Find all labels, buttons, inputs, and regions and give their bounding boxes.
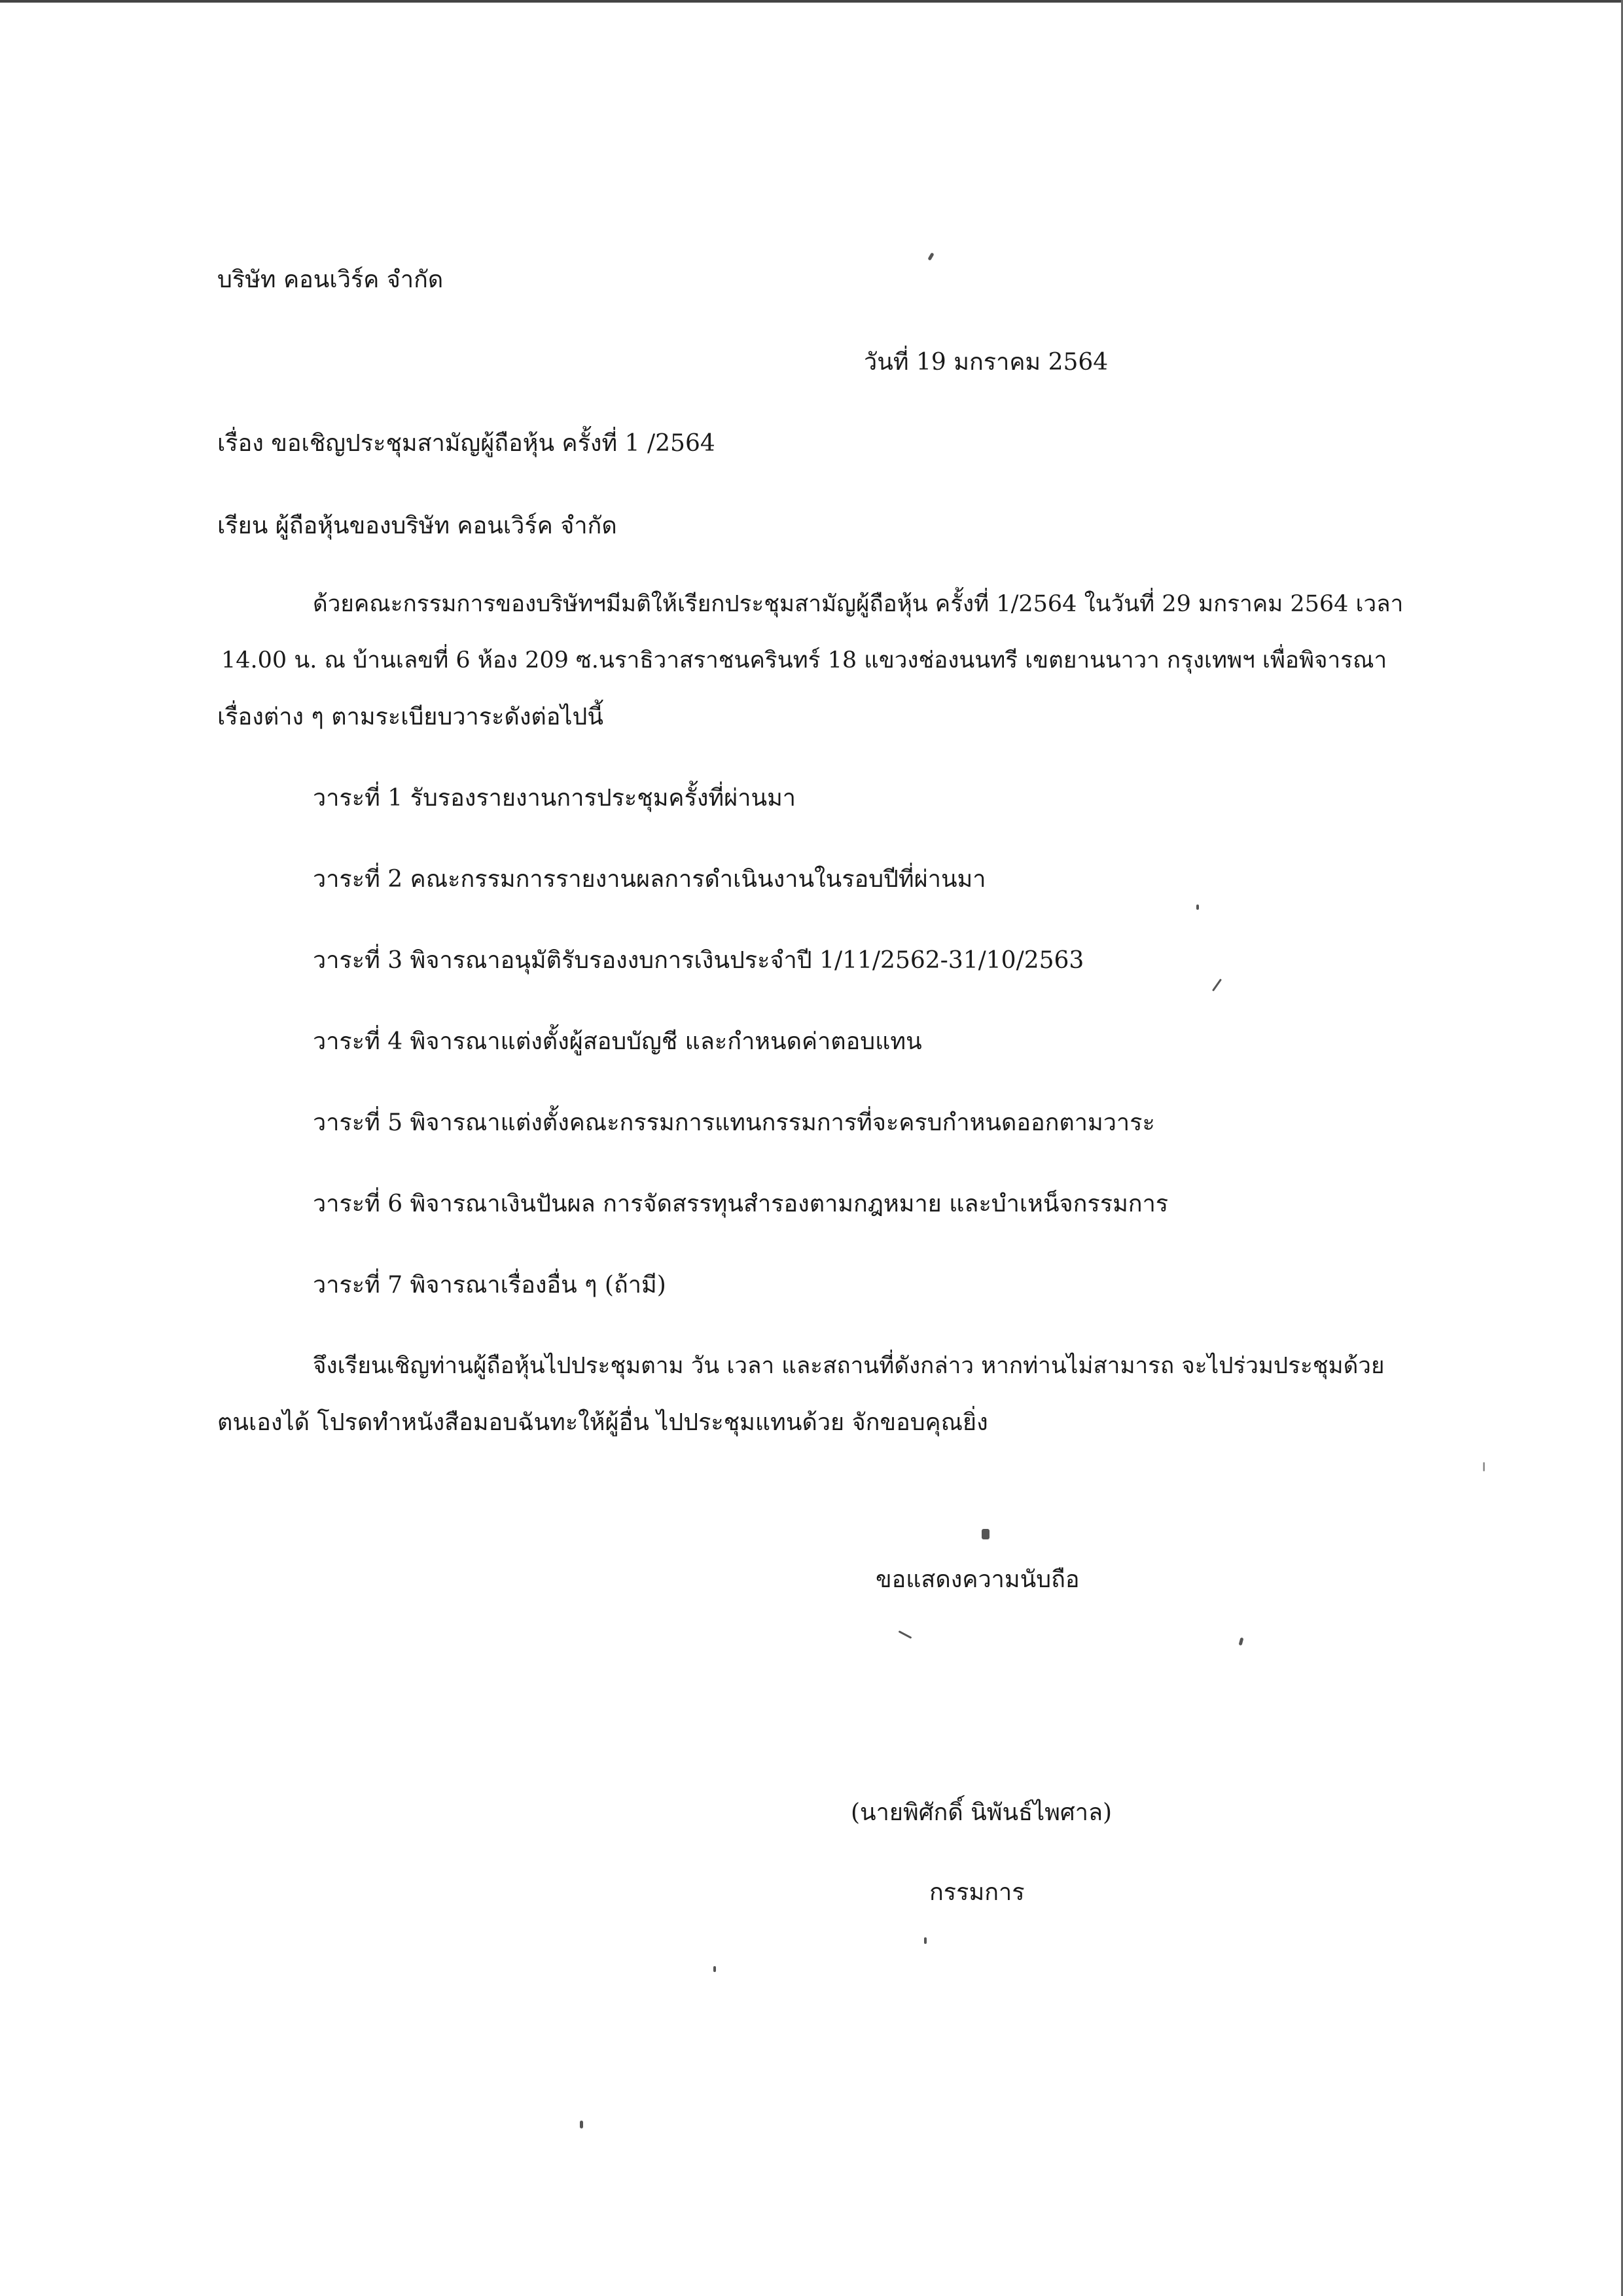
letter-date: วันที่ 19 มกราคม 2564 [864, 349, 1109, 376]
signatory-title: กรรมการ [929, 1879, 1025, 1906]
intro-line-3: เรื่องต่าง ๆ ตามระเบียบวาระดังต่อไปนี้ [217, 704, 603, 730]
agenda-item-5: วาระที่ 5 พิจารณาแต่งตั้งคณะกรรมการแทนกรรมการที่จะครบกำหนดออกตามวาระ [313, 1109, 1155, 1136]
scan-speck [982, 1529, 990, 1539]
closing-line-2: ตนเองได้ โปรดทำหนังสือมอบฉันทะให้ผู้อื่น ไปประชุมแทนด้วย จักขอบคุณยิ่ง [217, 1409, 988, 1436]
scan-speck [1239, 1638, 1244, 1646]
sign-off: ขอแสดงความนับถือ [876, 1566, 1080, 1593]
agenda-item-3: วาระที่ 3 พิจารณาอนุมัติรับรองงบการเงินประจำปี 1/11/2562-31/10/2563 [313, 947, 1084, 974]
agenda-item-4: วาระที่ 4 พิจารณาแต่งตั้งผู้สอบบัญชี และกำหนดค่าตอบแทน [313, 1028, 922, 1055]
scan-speck [927, 253, 934, 261]
agenda-item-7: วาระที่ 7 พิจารณาเรื่องอื่น ๆ (ถ้ามี) [313, 1272, 666, 1299]
scan-speck [899, 1630, 912, 1639]
page-top-edge [0, 0, 1623, 3]
signatory-name: (นายพิศักดิ์ นิพันธ์ไพศาล) [851, 1799, 1113, 1826]
intro-line-1: ด้วยคณะกรรมการของบริษัทฯมีมติให้เรียกประชุมสามัญผู้ถือหุ้น ครั้งที่ 1/2564 ในวันที่ 29 มกราคม 2564 เวลา [313, 591, 1404, 617]
letter-recipient: เรียน ผู้ถือหุ้นของบริษัท คอนเวิร์ค จำกัด [217, 512, 617, 539]
company-name: บริษัท คอนเวิร์ค จำกัด [217, 266, 444, 293]
scan-speck [580, 2121, 583, 2128]
scan-speck [1196, 905, 1199, 910]
agenda-item-6: วาระที่ 6 พิจารณาเงินปันผล การจัดสรรทุนสำรองตามกฎหมาย และบำเหน็จกรรมการ [313, 1191, 1169, 1217]
scan-speck [1212, 978, 1222, 992]
agenda-item-1: วาระที่ 1 รับรองรายงานการประชุมครั้งที่ผ่านมา [313, 785, 796, 812]
scan-speck [713, 1966, 716, 1972]
intro-line-2: 14.00 น. ณ บ้านเลขที่ 6 ห้อง 209 ซ.นราธิวาสราชนครินทร์ 18 แขวงช่องนนทรี เขตยานนาวา กรุงเทพฯ เพื่อพิจารณา [221, 647, 1387, 673]
closing-line-1: จึงเรียนเชิญท่านผู้ถือหุ้นไปประชุมตาม วัน เวลา และสถานที่ดังกล่าว หากท่านไม่สามารถ จะไปร่วมประชุมด้วย [313, 1353, 1385, 1379]
letter-subject: เรื่อง ขอเชิญประชุมสามัญผู้ถือหุ้น ครั้งที่ 1 /2564 [217, 430, 715, 457]
scan-speck [1483, 1462, 1485, 1471]
agenda-item-2: วาระที่ 2 คณะกรรมการรายงานผลการดำเนินงานในรอบปีที่ผ่านมา [313, 866, 986, 893]
scan-speck [924, 1937, 927, 1944]
